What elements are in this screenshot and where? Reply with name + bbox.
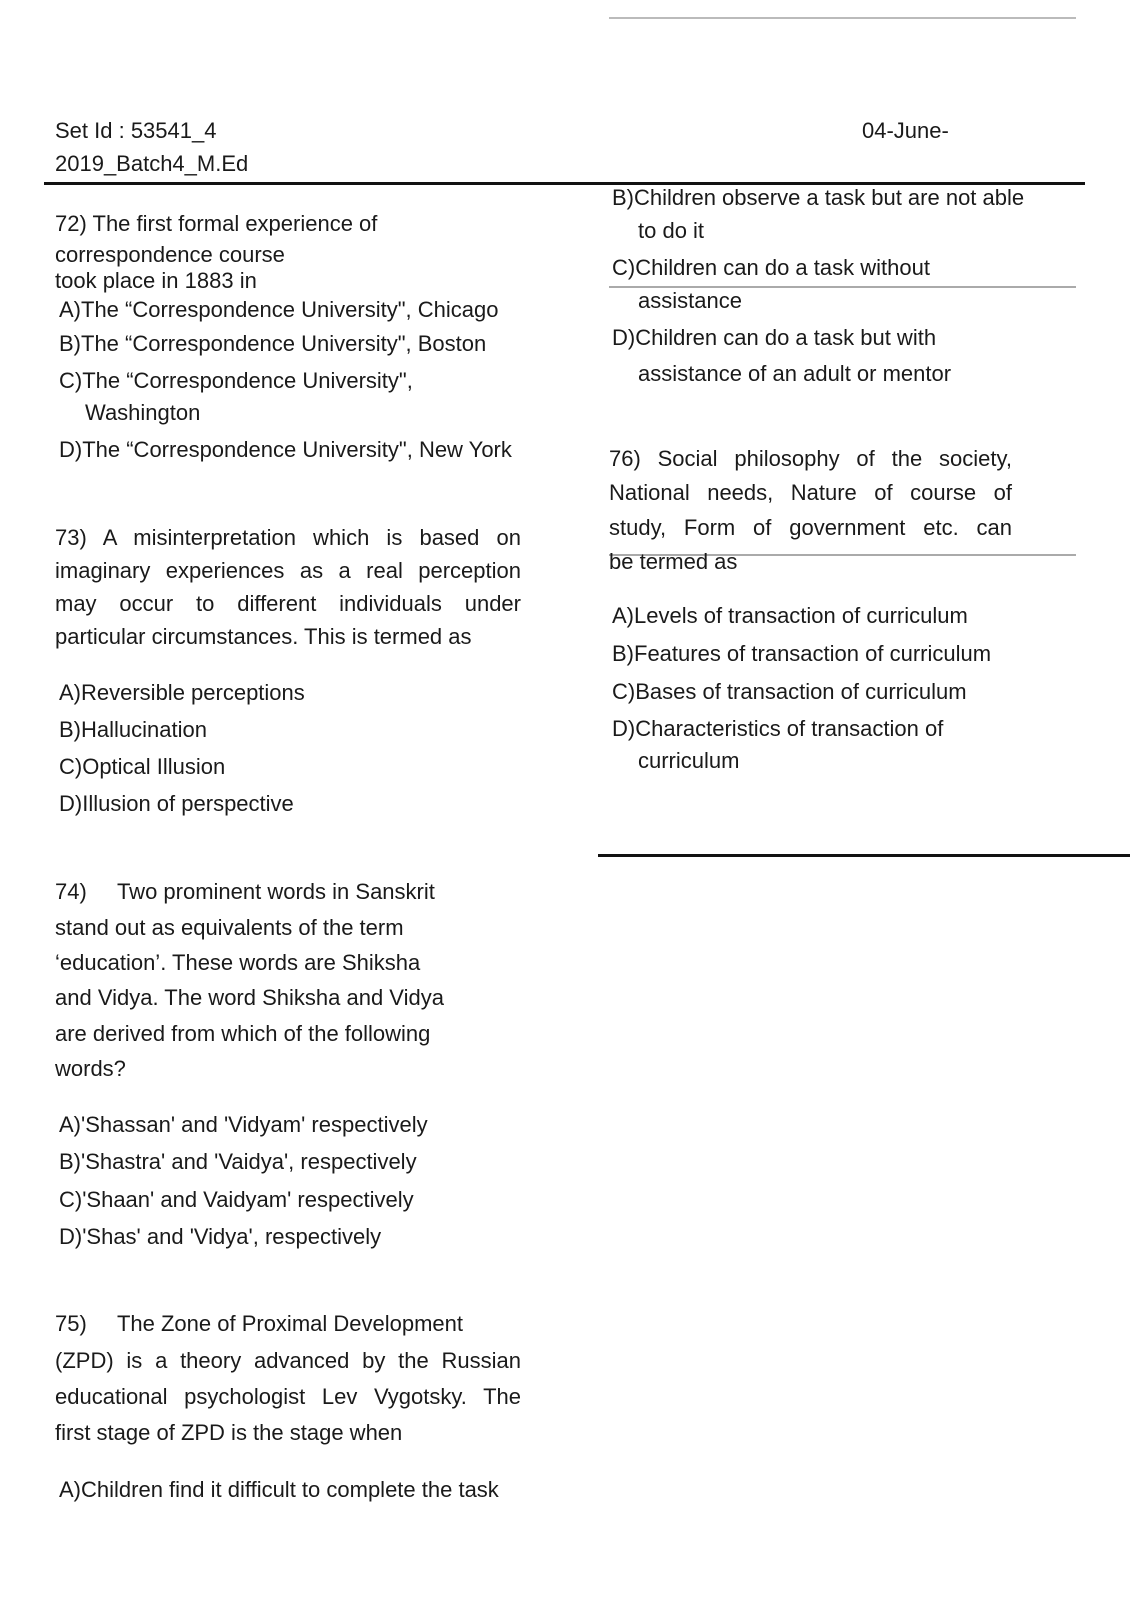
batch-label: 2019_Batch4_M.Ed bbox=[55, 151, 249, 176]
question-text: words? bbox=[55, 1056, 126, 1081]
question-text: educational psychologist Lev Vygotsky. The bbox=[55, 1384, 521, 1409]
option-a: A)Children find it difficult to complete the task bbox=[59, 1477, 499, 1502]
option-a: A)Levels of transaction of curriculum bbox=[612, 603, 968, 628]
question-text: 72) The first formal experience of bbox=[55, 211, 378, 236]
option-c: C)Children can do a task without bbox=[612, 255, 930, 280]
option-b: B)Children observe a task but are not able bbox=[612, 185, 1025, 210]
question-text: National needs, Nature of course of bbox=[609, 480, 1012, 505]
option-c-continued: assistance bbox=[638, 288, 742, 313]
option-d-continued: assistance of an adult or mentor bbox=[638, 361, 952, 386]
option-c-continued: Washington bbox=[85, 400, 201, 425]
option-b: B)Hallucination bbox=[59, 717, 207, 742]
question-text: 73) A misinterpretation which is based on bbox=[55, 525, 521, 550]
set-id: Set Id : 53541_4 bbox=[55, 118, 217, 143]
question-text: may occur to different individuals under bbox=[55, 591, 521, 616]
question-text: ‘education’. These words are Shiksha bbox=[55, 950, 421, 975]
option-d: D)Characteristics of transaction of bbox=[612, 716, 944, 741]
question-text: 75) The Zone of Proximal Development bbox=[55, 1311, 464, 1336]
option-d: D)'Shas' and 'Vidya', respectively bbox=[59, 1224, 382, 1249]
question-text: study, Form of government etc. can bbox=[609, 515, 1012, 540]
option-a: A)Reversible perceptions bbox=[59, 680, 305, 705]
option-c: C)Bases of transaction of curriculum bbox=[612, 679, 967, 704]
question-text: stand out as equivalents of the term bbox=[55, 915, 404, 940]
question-text: be termed as bbox=[609, 549, 738, 574]
option-b-continued: to do it bbox=[638, 218, 705, 243]
option-b: B)'Shastra' and 'Vaidya', respectively bbox=[59, 1149, 417, 1174]
question-text: first stage of ZPD is the stage when bbox=[55, 1420, 403, 1445]
option-c: C)Optical Illusion bbox=[59, 754, 226, 779]
option-d: D)Children can do a task but with bbox=[612, 325, 937, 350]
date-label: 04-June- bbox=[862, 118, 949, 143]
top-divider bbox=[609, 17, 1076, 19]
question-text: correspondence course bbox=[55, 242, 285, 267]
question-text: imaginary experiences as a real perception bbox=[55, 558, 521, 583]
question-text: 74) Two prominent words in Sanskrit bbox=[55, 879, 435, 904]
option-d: D)The “Correspondence University", New York bbox=[59, 437, 512, 462]
option-b: B)Features of transaction of curriculum bbox=[612, 641, 992, 666]
option-d: D)Illusion of perspective bbox=[59, 791, 294, 816]
question-text: particular circumstances. This is termed as bbox=[55, 624, 472, 649]
section-divider bbox=[598, 854, 1130, 857]
question-text: and Vidya. The word Shiksha and Vidya bbox=[55, 985, 444, 1010]
question-text: 76) Social philosophy of the society, bbox=[609, 446, 1012, 471]
option-b: B)The “Correspondence University", Boston bbox=[59, 331, 487, 356]
question-text: (ZPD) is a theory advanced by the Russian bbox=[55, 1348, 521, 1373]
question-text: took place in 1883 in bbox=[55, 268, 257, 293]
option-c: C)'Shaan' and Vaidyam' respectively bbox=[59, 1187, 414, 1212]
question-text: are derived from which of the following bbox=[55, 1021, 431, 1046]
option-d-continued: curriculum bbox=[638, 748, 740, 773]
option-a: A)The “Correspondence University", Chicago bbox=[59, 297, 499, 322]
option-a: A)'Shassan' and 'Vidyam' respectively bbox=[59, 1112, 428, 1137]
option-c: C)The “Correspondence University", bbox=[59, 368, 413, 393]
